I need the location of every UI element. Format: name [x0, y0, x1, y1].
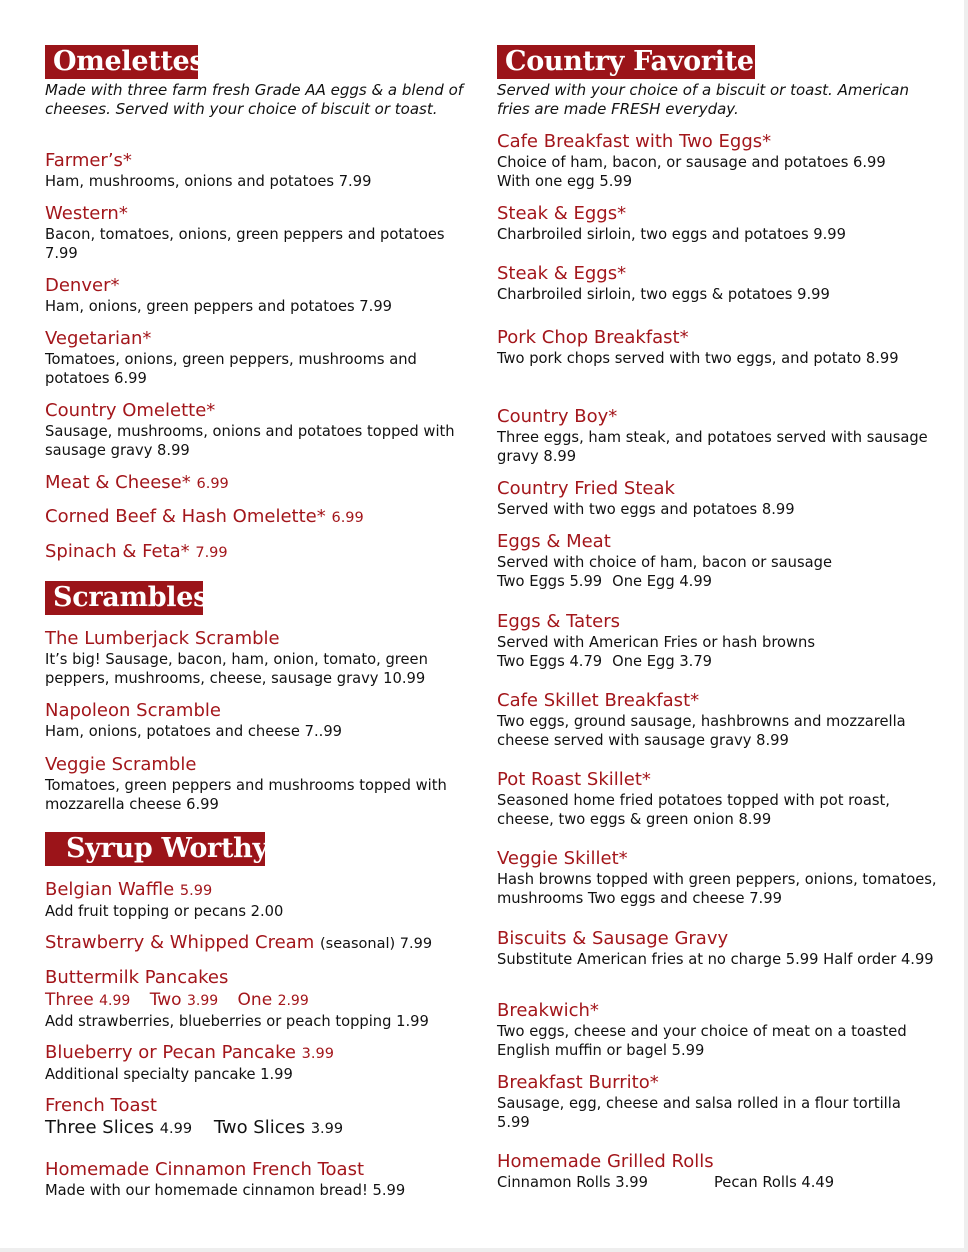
item-desc: Charbroiled sirloin, two eggs and potatoes 9.99	[497, 226, 846, 243]
item-name: Strawberry & Whipped Cream	[45, 932, 315, 953]
menu-item	[497, 928, 937, 969]
country-favorites-heading: Country Favorites	[497, 45, 755, 79]
item-desc: Ham, onions, potatoes and cheese 7..99	[45, 723, 343, 740]
item-name: Country Boy*	[497, 406, 618, 427]
menu-item	[45, 400, 475, 460]
item-name: Homemade Cinnamon French Toast	[45, 1159, 365, 1180]
item-name: Pot Roast Skillet*	[497, 769, 651, 790]
item-desc: Add strawberries, blueberries or peach topping 1.99	[45, 1013, 429, 1030]
item-price: 5.99	[179, 883, 213, 899]
page-edge	[0, 1248, 968, 1252]
item-note: (seasonal) 7.99	[319, 936, 433, 952]
menu-item	[497, 1072, 937, 1132]
option-price: One Egg 4.99	[612, 573, 713, 590]
item-desc: Two eggs, ground sausage, hashbrowns and mozzarella cheese served with sausage gravy 8.99	[497, 713, 906, 749]
item-name: Biscuits & Sausage Gravy	[497, 928, 729, 949]
item-name: Breakfast Burrito*	[497, 1072, 659, 1093]
menu-item	[497, 406, 937, 466]
item-name: Buttermilk Pancakes	[45, 967, 229, 988]
option-price: One Egg 3.79	[612, 653, 713, 670]
item-name: Cafe Breakfast with Two Eggs*	[497, 131, 772, 152]
menu-item	[45, 754, 475, 814]
item-desc: Served with two eggs and potatoes 8.99	[497, 501, 795, 518]
option-label: One	[237, 990, 273, 1010]
item-name: Eggs & Meat	[497, 531, 611, 552]
item-name: Spinach & Feta*	[45, 541, 190, 562]
item-desc: Sausage, egg, cheese and salsa rolled in a flour tortilla 5.99	[497, 1095, 901, 1131]
price-options	[497, 1173, 937, 1192]
item-name: Napoleon Scramble	[45, 700, 221, 721]
item-desc: Three eggs, ham steak, and potatoes served with sausage gravy 8.99	[497, 429, 928, 465]
item-desc: Bacon, tomatoes, onions, green peppers and potatoes 7.99	[45, 226, 445, 262]
item-desc: Served with choice of ham, bacon or sausage	[497, 554, 832, 571]
menu-item	[45, 506, 475, 529]
item-desc: Two eggs, cheese and your choice of meat on a toasted English muffin or bagel 5.99	[497, 1023, 907, 1059]
item-desc: Seasoned home fried potatoes topped with pot roast, cheese, two eggs & green onion 8.99	[497, 792, 890, 828]
menu-item	[497, 769, 937, 829]
scrambles-heading: Scrambles	[45, 581, 203, 615]
item-price: 3.99	[301, 1046, 334, 1062]
option-label: Two Slices	[213, 1117, 306, 1138]
item-name: Vegetarian*	[45, 328, 152, 349]
menu-item	[45, 1042, 475, 1084]
item-name: French Toast	[45, 1095, 157, 1116]
menu-item	[497, 1000, 937, 1060]
menu-item	[497, 478, 937, 519]
menu-item	[45, 1095, 475, 1140]
menu-item	[497, 848, 937, 908]
menu-item	[45, 203, 475, 263]
item-desc: Tomatoes, green peppers and mushrooms topped with mozzarella cheese 6.99	[45, 777, 447, 813]
item-name: Eggs & Taters	[497, 611, 621, 632]
price-options	[497, 572, 937, 591]
menu-item	[45, 472, 475, 495]
menu-item	[45, 275, 475, 316]
option-label: Three	[45, 990, 94, 1010]
item-name: Country Fried Steak	[497, 478, 675, 499]
syrup-worthy-heading: Syrup Worthy	[45, 832, 265, 866]
menu-item	[45, 879, 475, 921]
item-name: Meat & Cheese*	[45, 472, 191, 493]
option-price: Two Eggs 5.99	[497, 573, 603, 590]
price-options	[497, 652, 937, 671]
item-desc: Ham, mushrooms, onions and potatoes 7.99	[45, 173, 372, 190]
item-desc: Ham, onions, green peppers and potatoes 7.99	[45, 298, 393, 315]
item-name: Veggie Skillet*	[497, 848, 628, 869]
french-toast-options	[45, 1117, 475, 1140]
option-label: Two	[149, 990, 182, 1010]
item-name: Steak & Eggs*	[497, 263, 627, 284]
menu-item	[497, 263, 937, 304]
omelettes-heading: Omelettes	[45, 45, 198, 79]
item-desc: Additional specialty pancake 1.99	[45, 1066, 293, 1083]
menu-item	[497, 690, 937, 750]
menu-item	[45, 932, 475, 955]
item-desc: Two pork chops served with two eggs, and potato 8.99	[497, 350, 899, 367]
menu-item	[45, 328, 475, 388]
item-name: Breakwich*	[497, 1000, 599, 1021]
option-price: 4.99	[99, 993, 131, 1009]
menu-item	[497, 203, 937, 244]
menu-item	[497, 131, 937, 191]
item-desc: Hash browns topped with green peppers, onions, tomatoes, mushrooms Two eggs and cheese 7.99	[497, 871, 937, 907]
item-desc: Charbroiled sirloin, two eggs & potatoes 9.99	[497, 286, 830, 303]
option-price: 3.99	[310, 1121, 344, 1137]
item-price: 6.99	[331, 510, 364, 526]
item-desc: Substitute American fries at no charge 5.99 Half order 4.99	[497, 951, 934, 968]
menu-item	[497, 1151, 937, 1192]
option-price: 4.99	[159, 1121, 193, 1137]
item-name: Farmer’s*	[45, 150, 132, 171]
menu-item	[497, 531, 937, 591]
item-desc: With one egg 5.99	[497, 173, 633, 190]
item-name: Corned Beef & Hash Omelette*	[45, 506, 326, 527]
menu-item	[45, 700, 475, 741]
item-name: The Lumberjack Scramble	[45, 628, 280, 649]
menu-item	[45, 967, 475, 1031]
option-price: Cinnamon Rolls 3.99	[497, 1174, 648, 1191]
item-desc: Served with American Fries or hash browns	[497, 634, 815, 651]
item-name: Pork Chop Breakfast*	[497, 327, 689, 348]
item-name: Country Omelette*	[45, 400, 216, 421]
menu-item	[45, 150, 475, 191]
item-name: Steak & Eggs*	[497, 203, 627, 224]
item-name: Veggie Scramble	[45, 754, 197, 775]
item-price: 7.99	[195, 545, 228, 561]
item-price: 6.99	[196, 476, 229, 492]
option-label: Three Slices	[45, 1117, 155, 1138]
item-desc: Made with our homemade cinnamon bread! 5.99	[45, 1182, 406, 1199]
option-price: 2.99	[277, 993, 309, 1009]
item-desc: Add fruit topping or pecans 2.00	[45, 903, 284, 920]
item-desc: Sausage, mushrooms, onions and potatoes topped with sausage gravy 8.99	[45, 423, 455, 459]
omelettes-intro: Made with three farm fresh Grade AA eggs & a blend of cheeses. Served with your choice of biscuit or toast.	[45, 81, 464, 118]
item-name: Homemade Grilled Rolls	[497, 1151, 714, 1172]
item-desc: It’s big! Sausage, bacon, ham, onion, tomato, green peppers, mushrooms, cheese, sausage gravy 10.99	[45, 651, 428, 687]
item-name: Cafe Skillet Breakfast*	[497, 690, 700, 711]
menu-item	[45, 628, 475, 688]
item-desc: Tomatoes, onions, green peppers, mushrooms and potatoes 6.99	[45, 351, 417, 387]
menu-item	[497, 327, 937, 368]
item-name: Blueberry or Pecan Pancake	[45, 1042, 296, 1063]
item-name: Western*	[45, 203, 128, 224]
item-name: Belgian Waffle	[45, 879, 175, 900]
menu-item	[497, 611, 937, 671]
item-name: Denver*	[45, 275, 120, 296]
item-desc: Choice of ham, bacon, or sausage and potatoes 6.99	[497, 154, 886, 171]
menu-item	[45, 541, 475, 564]
menu-item	[45, 1159, 475, 1200]
option-price: Two Eggs 4.79	[497, 653, 603, 670]
pancake-options	[45, 989, 475, 1012]
country-intro: Served with your choice of a biscuit or toast. American fries are made FRESH everyday.	[497, 81, 909, 118]
page-edge	[964, 0, 968, 1252]
option-price: 3.99	[186, 993, 219, 1009]
option-price: Pecan Rolls 4.49	[713, 1174, 835, 1191]
